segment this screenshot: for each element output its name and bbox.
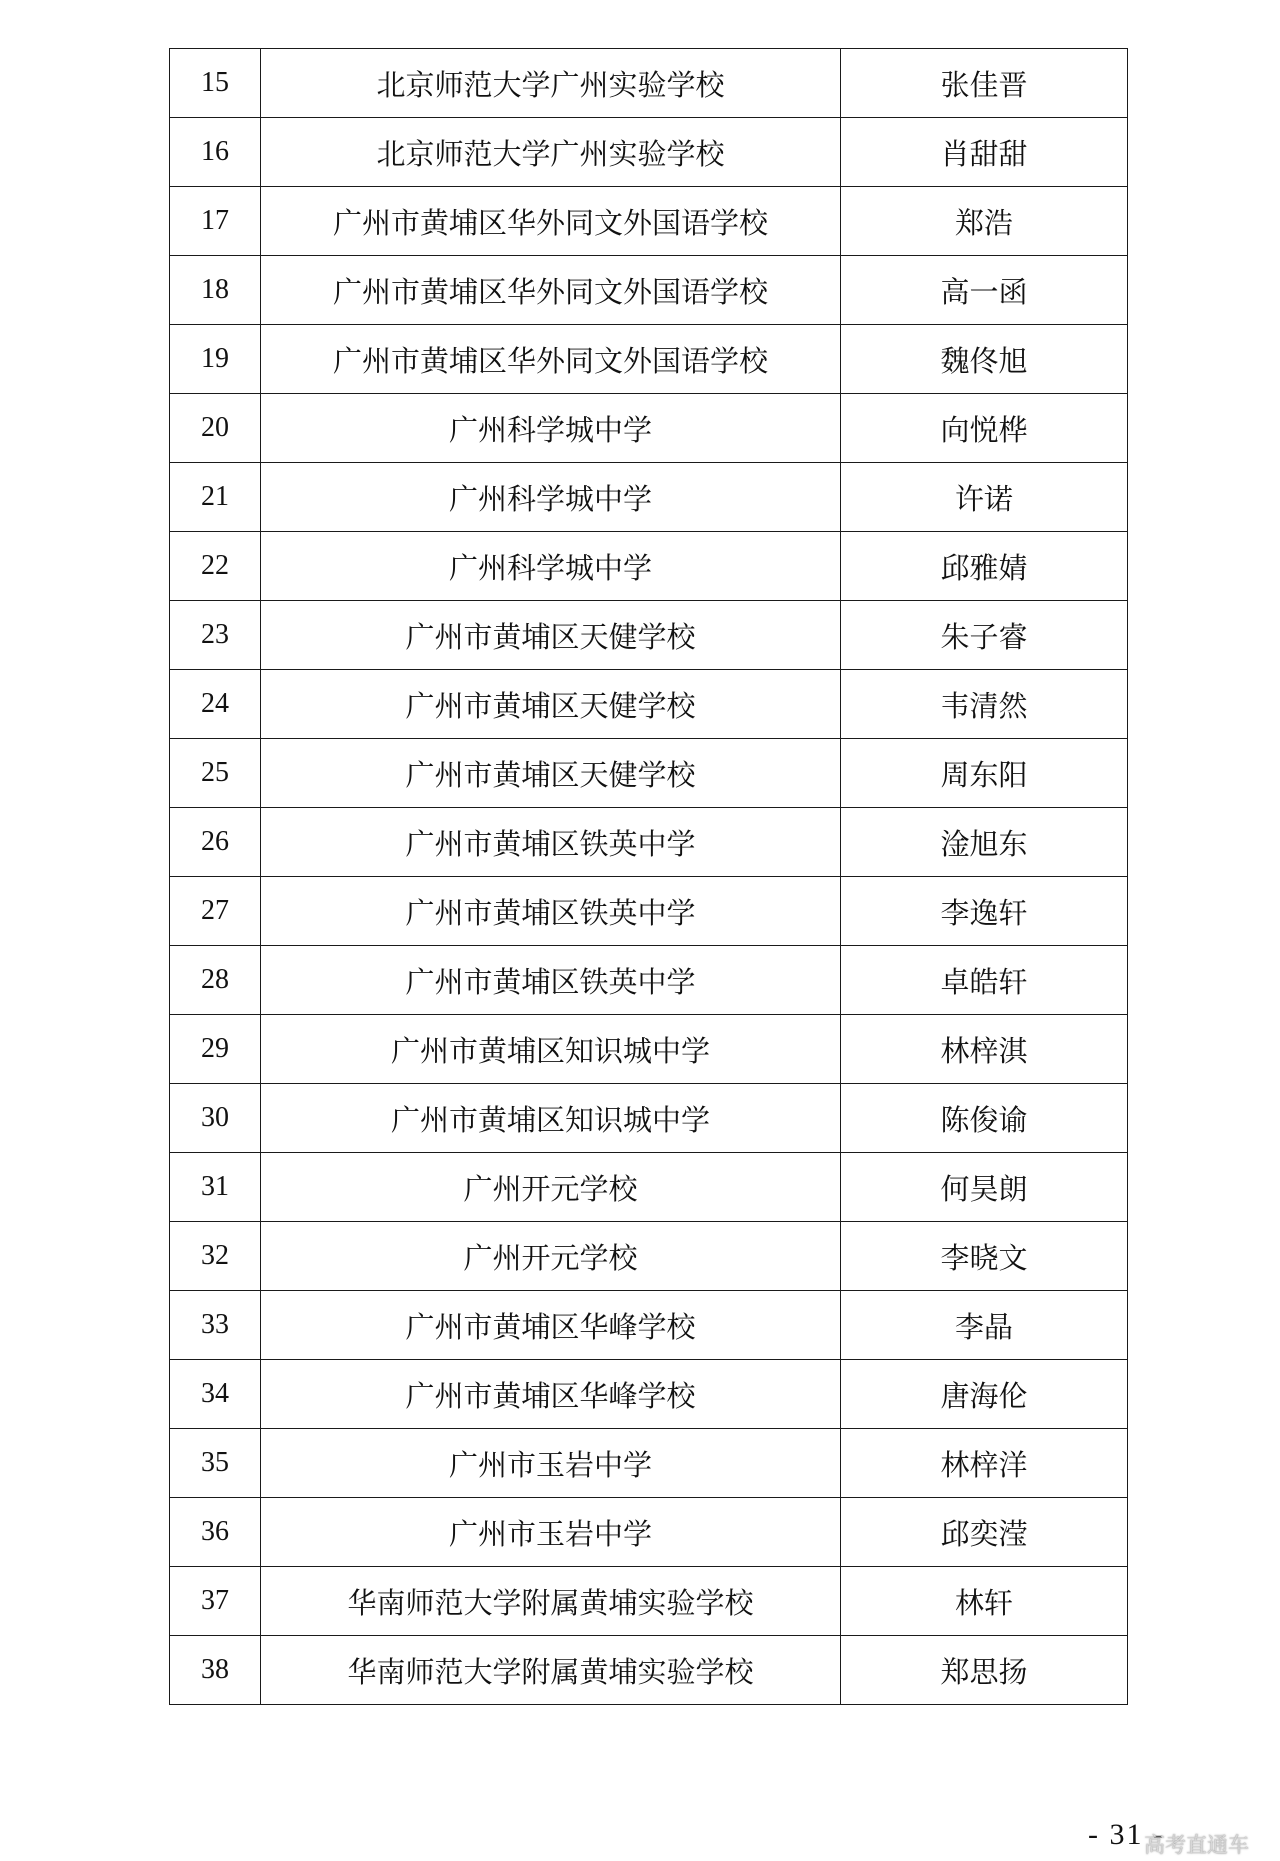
school-name-cell: 广州市黄埔区华外同文外国语学校: [261, 256, 841, 325]
table-row: [170, 946, 1128, 1015]
row-number-cell: 18: [170, 256, 261, 325]
student-name-cell: 张佳晋: [841, 49, 1128, 118]
row-number-cell: 17: [170, 187, 261, 256]
student-name-cell: 魏佟旭: [841, 325, 1128, 394]
table-row: [170, 463, 1128, 532]
school-name-cell: 华南师范大学附属黄埔实验学校: [261, 1636, 841, 1705]
table-row: [170, 1015, 1128, 1084]
school-name-cell: 广州开元学校: [261, 1153, 841, 1222]
student-name-cell: 李逸轩: [841, 877, 1128, 946]
school-name-cell: 广州市黄埔区天健学校: [261, 601, 841, 670]
table-row: [170, 1360, 1128, 1429]
school-name-cell: 广州开元学校: [261, 1222, 841, 1291]
table-row: [170, 1222, 1128, 1291]
row-number-cell: 29: [170, 1015, 261, 1084]
school-name-cell: 广州市黄埔区华外同文外国语学校: [261, 187, 841, 256]
student-name-cell: 高一函: [841, 256, 1128, 325]
row-number-cell: 34: [170, 1360, 261, 1429]
student-name-cell: 周东阳: [841, 739, 1128, 808]
school-name-cell: 北京师范大学广州实验学校: [261, 49, 841, 118]
row-number-cell: 15: [170, 49, 261, 118]
table-row: [170, 670, 1128, 739]
table-row: [170, 1429, 1128, 1498]
student-name-cell: 朱子睿: [841, 601, 1128, 670]
student-name-cell: 邱奕滢: [841, 1498, 1128, 1567]
school-name-cell: 广州市黄埔区天健学校: [261, 670, 841, 739]
student-name-cell: 肖甜甜: [841, 118, 1128, 187]
row-number-cell: 20: [170, 394, 261, 463]
student-name-cell: 林梓洋: [841, 1429, 1128, 1498]
table-row: [170, 739, 1128, 808]
page-number: - 31 -: [1088, 1818, 1165, 1851]
row-number-cell: 35: [170, 1429, 261, 1498]
row-number-cell: 22: [170, 532, 261, 601]
student-name-cell: 唐海伦: [841, 1360, 1128, 1429]
student-name-cell: 韦清然: [841, 670, 1128, 739]
school-name-cell: 广州市黄埔区知识城中学: [261, 1084, 841, 1153]
row-number-cell: 23: [170, 601, 261, 670]
row-number-cell: 33: [170, 1291, 261, 1360]
school-name-cell: 广州市黄埔区知识城中学: [261, 1015, 841, 1084]
school-name-cell: 广州市玉岩中学: [261, 1498, 841, 1567]
student-name-cell: 林轩: [841, 1567, 1128, 1636]
table-row: [170, 1567, 1128, 1636]
school-name-cell: 广州市黄埔区华外同文外国语学校: [261, 325, 841, 394]
student-name-cell: 郑浩: [841, 187, 1128, 256]
table-row: [170, 325, 1128, 394]
table-row: [170, 187, 1128, 256]
school-name-cell: 广州市黄埔区铁英中学: [261, 808, 841, 877]
student-name-cell: 李晶: [841, 1291, 1128, 1360]
row-number-cell: 37: [170, 1567, 261, 1636]
row-number-cell: 24: [170, 670, 261, 739]
school-name-cell: 广州市黄埔区华峰学校: [261, 1360, 841, 1429]
table-row: [170, 256, 1128, 325]
table-row: [170, 808, 1128, 877]
student-roster-table: [169, 48, 1128, 1705]
student-name-cell: 邱雅婧: [841, 532, 1128, 601]
roster-body: [170, 49, 1128, 1705]
student-name-cell: 陈俊谕: [841, 1084, 1128, 1153]
row-number-cell: 38: [170, 1636, 261, 1705]
school-name-cell: 华南师范大学附属黄埔实验学校: [261, 1567, 841, 1636]
student-name-cell: 淦旭东: [841, 808, 1128, 877]
watermark-text: 高考直通车: [1144, 1833, 1249, 1857]
school-name-cell: 广州市黄埔区铁英中学: [261, 946, 841, 1015]
table-row: [170, 1291, 1128, 1360]
school-name-cell: 广州市黄埔区铁英中学: [261, 877, 841, 946]
row-number-cell: 28: [170, 946, 261, 1015]
school-name-cell: 广州科学城中学: [261, 394, 841, 463]
table-row: [170, 532, 1128, 601]
school-name-cell: 广州市黄埔区华峰学校: [261, 1291, 841, 1360]
school-name-cell: 广州科学城中学: [261, 532, 841, 601]
row-number-cell: 27: [170, 877, 261, 946]
row-number-cell: 21: [170, 463, 261, 532]
row-number-cell: 26: [170, 808, 261, 877]
row-number-cell: 25: [170, 739, 261, 808]
school-name-cell: 广州市黄埔区天健学校: [261, 739, 841, 808]
student-name-cell: 向悦桦: [841, 394, 1128, 463]
student-name-cell: 许诺: [841, 463, 1128, 532]
student-name-cell: 郑思扬: [841, 1636, 1128, 1705]
table-row: [170, 118, 1128, 187]
table-row: [170, 1636, 1128, 1705]
table-row: [170, 394, 1128, 463]
table-row: [170, 1153, 1128, 1222]
student-name-cell: 何昊朗: [841, 1153, 1128, 1222]
row-number-cell: 32: [170, 1222, 261, 1291]
table-row: [170, 1498, 1128, 1567]
table-row: [170, 49, 1128, 118]
row-number-cell: 16: [170, 118, 261, 187]
row-number-cell: 31: [170, 1153, 261, 1222]
table-row: [170, 1084, 1128, 1153]
table-row: [170, 877, 1128, 946]
student-name-cell: 李晓文: [841, 1222, 1128, 1291]
student-name-cell: 卓皓轩: [841, 946, 1128, 1015]
school-name-cell: 广州科学城中学: [261, 463, 841, 532]
student-name-cell: 林梓淇: [841, 1015, 1128, 1084]
school-name-cell: 广州市玉岩中学: [261, 1429, 841, 1498]
row-number-cell: 36: [170, 1498, 261, 1567]
table-row: [170, 601, 1128, 670]
school-name-cell: 北京师范大学广州实验学校: [261, 118, 841, 187]
row-number-cell: 19: [170, 325, 261, 394]
row-number-cell: 30: [170, 1084, 261, 1153]
